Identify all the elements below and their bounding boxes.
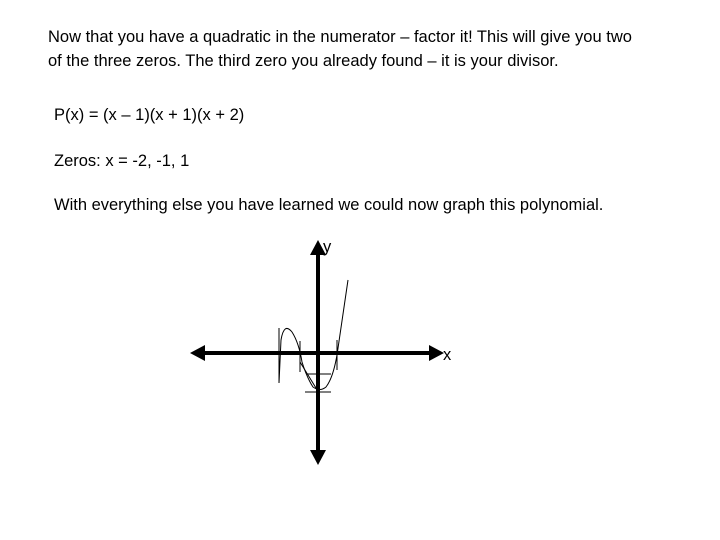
x-axis-left-arrow — [190, 345, 205, 361]
polynomial-factored: P(x) = (x – 1)(x + 1)(x + 2) — [54, 106, 245, 124]
cubic-sketch — [279, 280, 348, 392]
zeros-list: Zeros: x = -2, -1, 1 — [54, 152, 190, 170]
x-axis-right-arrow — [429, 345, 444, 361]
x-axis-label: x — [443, 346, 452, 364]
intro-line-2: of the three zeros. The third zero you already found – it is your divisor. — [48, 52, 559, 70]
crossing-stroke — [300, 362, 316, 388]
cubic-curve — [279, 280, 348, 390]
y-axis-down-arrow — [310, 450, 326, 465]
closing-statement: With everything else you have learned we could now graph this polynomial. — [54, 196, 604, 214]
intro-line-1: Now that you have a quadratic in the numerator – factor it! This will give you two — [48, 28, 632, 46]
y-axis-label: y — [323, 238, 332, 256]
